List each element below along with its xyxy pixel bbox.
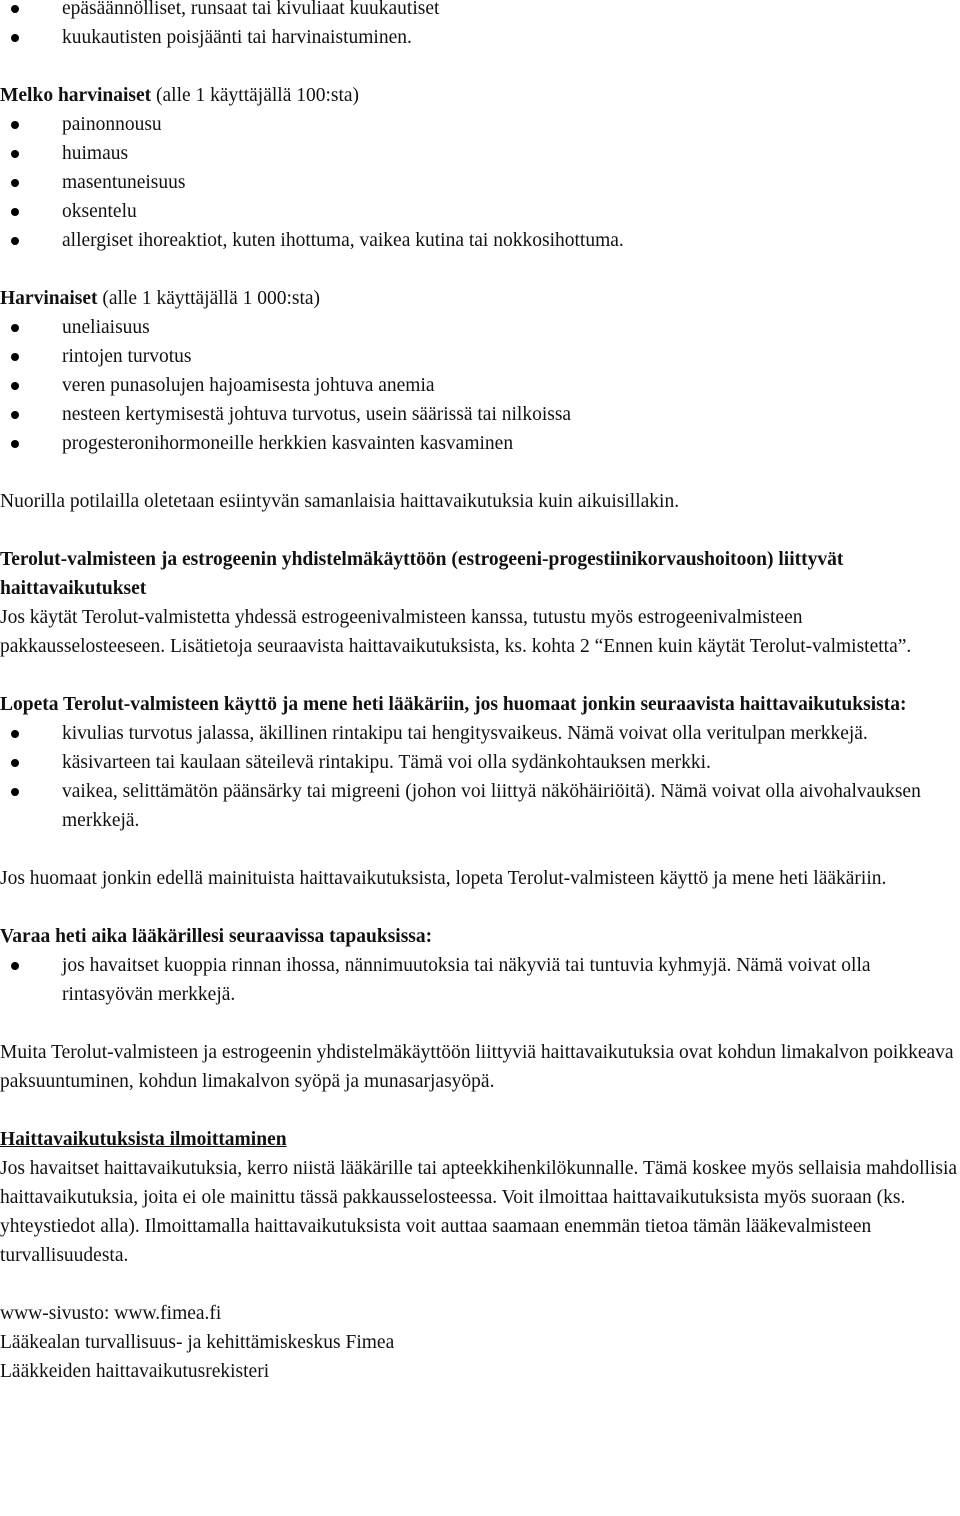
list-item: veren punasolujen hajoamisesta johtuva anemia — [0, 371, 958, 400]
list-item: masentuneisuus — [0, 168, 958, 197]
list-item: uneliaisuus — [0, 313, 958, 342]
rare-heading: Harvinaiset (alle 1 käyttäjällä 1 000:sta) — [0, 288, 321, 309]
combination-text: Jos käytät Terolut-valmistetta yhdessä estrogeenivalmisteen kanssa, tutustu myös estrogeenivalmisteen pakkausselosteeseen. Lisätietoja seuraavista haittavaikutuksista, ks. kohta 2 “Ennen kuin käytät Terolut-valmistetta”. — [0, 607, 912, 657]
rare-list — [0, 313, 958, 458]
young-patients-text: Nuorilla potilailla oletetaan esiintyvän samanlaisia haittavaikutuksia kuin aikuisillakin. — [0, 491, 680, 512]
other-effects-text: Muita Terolut-valmisteen ja estrogeenin yhdistelmäkäyttöön liittyviä haittavaikutuksia ovat kohdun limakalvon poikkeava paksuuntuminen, kohdun limakalvon syöpä ja munasarjasyöpä. — [0, 1042, 954, 1092]
reporting-heading: Haittavaikutuksista ilmoittaminen — [0, 1129, 287, 1150]
list-item: nesteen kertymisestä johtuva turvotus, usein säärissä tai nilkoissa — [0, 400, 958, 429]
bullet-icon — [11, 382, 19, 390]
bullet-icon — [11, 788, 19, 796]
list-item: oksentelu — [0, 197, 958, 226]
bullet-icon — [11, 237, 19, 245]
contact-registry: Lääkkeiden haittavaikutusrekisteri — [0, 1361, 270, 1382]
bullet-icon — [11, 121, 19, 129]
list-item: vaikea, selittämätön päänsärky tai migreeni (johon voi liittyä näköhäiriöitä). Nämä voivat olla aivohalvauksen merkkejä. — [0, 777, 958, 835]
list-item: kivulias turvotus jalassa, äkillinen rintakipu tai hengitysvaikeus. Nämä voivat olla veritulpan merkkejä. — [0, 719, 958, 748]
bullet-icon — [11, 730, 19, 738]
bullet-icon — [11, 353, 19, 361]
list-item: jos havaitset kuoppia rinnan ihossa, nännimuutoksia tai näkyviä tai tuntuvia kyhmyjä. Nämä voivat olla rintasyövän merkkejä. — [0, 951, 958, 1009]
list-item: käsivarteen tai kaulaan säteilevä rintakipu. Tämä voi olla sydänkohtauksen merkki. — [0, 748, 958, 777]
stop-heading: Lopeta Terolut-valmisteen käyttö ja mene heti lääkäriin, jos huomaat jonkin seuraavista haittavaikutuksista: — [0, 694, 907, 715]
bullet-icon — [11, 5, 19, 13]
bullet-icon — [11, 208, 19, 216]
uncommon-heading: Melko harvinaiset (alle 1 käyttäjällä 100:sta) — [0, 85, 360, 106]
list-item: epäsäännölliset, runsaat tai kivuliaat kuukautiset — [0, 0, 958, 23]
list-item: kuukautisten poisjäänti tai harvinaistuminen. — [0, 23, 958, 52]
bullet-icon — [11, 179, 19, 187]
stop-list — [0, 719, 958, 835]
list-item: painonnousu — [0, 110, 958, 139]
reporting-text: Jos havaitset haittavaikutuksia, kerro niistä lääkärille tai apteekkihenkilökunnalle. Tämä koskee myös sellaisia mahdollisia haittavaikutuksia, joita ei ole mainittu tässä pakkausselosteessa. Voit ilmoittaa haittavaikutuksista myös suoraan (ks. yhteystiedot alla). Ilmoittamalla haittavaikutuksista voit auttaa saamaan enemmän tietoa tämän lääkevalmisteen turvallisuudesta. — [0, 1158, 958, 1266]
stop-after-text: Jos huomaat jonkin edellä mainituista haittavaikutuksista, lopeta Terolut-valmisteen käyttö ja mene heti lääkäriin. — [0, 868, 887, 889]
top-bullet-list — [0, 0, 958, 52]
contact-website: www-sivusto: www.fimea.fi — [0, 1303, 222, 1324]
appointment-heading: Varaa heti aika lääkärillesi seuraavissa tapauksissa: — [0, 926, 433, 947]
list-item: progesteronihormoneille herkkien kasvainten kasvaminen — [0, 429, 958, 458]
appointment-list — [0, 951, 958, 1009]
list-item: huimaus — [0, 139, 958, 168]
list-item: rintojen turvotus — [0, 342, 958, 371]
bullet-icon — [11, 440, 19, 448]
contact-agency: Lääkealan turvallisuus- ja kehittämiskeskus Fimea — [0, 1332, 395, 1353]
bullet-icon — [11, 411, 19, 419]
bullet-icon — [11, 962, 19, 970]
uncommon-list — [0, 110, 958, 255]
bullet-icon — [11, 759, 19, 767]
bullet-icon — [11, 324, 19, 332]
list-item: allergiset ihoreaktiot, kuten ihottuma, vaikea kutina tai nokkosihottuma. — [0, 226, 958, 255]
bullet-icon — [11, 150, 19, 158]
combination-heading: Terolut-valmisteen ja estrogeenin yhdistelmäkäyttöön (estrogeeni-progestiinikorvaushoitoon) liittyvät haittavaikutukset — [0, 549, 844, 599]
bullet-icon — [11, 34, 19, 42]
